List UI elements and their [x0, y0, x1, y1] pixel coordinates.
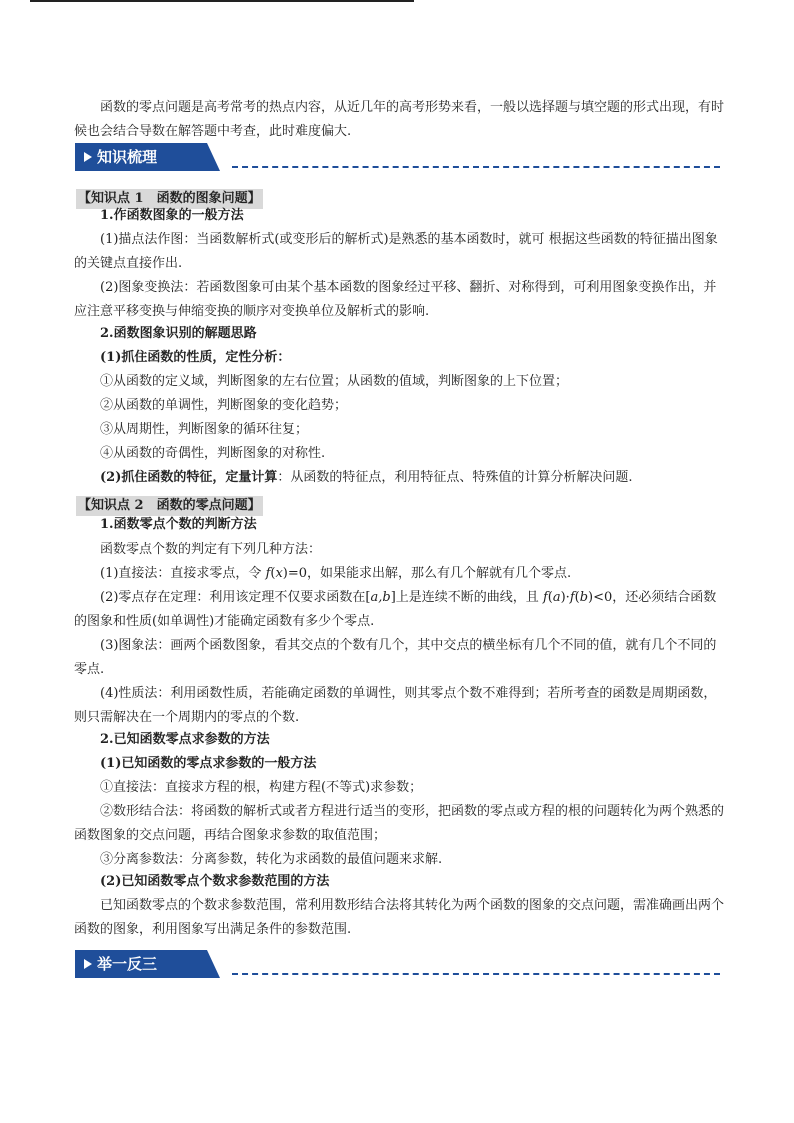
list-item: ③从周期性，判断图象的循环往复； [100, 422, 309, 437]
subheading: 1.函数零点个数的判断方法 [100, 517, 257, 532]
list-item: ④从函数的奇偶性，判断图象的对称性. [100, 446, 326, 461]
method-item: (3)图象法：画两个函数图象，看其交点的个数有几个，其中交点的横坐标有几个不同的值，就有几个不同的零点. [74, 638, 717, 677]
subheading: 2.函数图象识别的解题思路 [100, 326, 257, 341]
dashed-divider [232, 973, 720, 975]
header-rule [30, 0, 414, 2]
play-icon [84, 152, 92, 162]
section-banner-examples [75, 950, 220, 978]
section-title: 知识梳理 [97, 148, 158, 166]
intro-paragraph: 函数的零点问题是高考常考的热点内容，从近几年的高考形势来看，一般以选择题与填空题的形式出现，有时候也会结合导数在解答题中考查，此时难度偏大. [74, 100, 725, 139]
list-item: ②数形结合法：将函数的解析式或者方程进行适当的变形，把函数的零点或方程的根的问题转化为两个熟悉的函数图象的交点问题，再结合图象求参数的取值范围； [74, 804, 725, 843]
method-item: (4)性质法：利用函数性质，若能确定函数的单调性，则其零点个数不难得到；若所考查的函数是周期函数，则只需解决在一个周期内的零点的个数. [74, 686, 717, 725]
paragraph: (1)描点法作图：当函数解析式(或变形后的解析式)是熟悉的基本函数时，就可 根据这些函数的特征描出图象的关键点直接作出. [74, 232, 718, 271]
subheading: (1)抓住函数的性质，定性分析： [100, 350, 291, 365]
dashed-divider [232, 166, 720, 168]
play-icon [84, 959, 92, 969]
list-item: (2)抓住函数的特征，定量计算：从函数的特征点，利用特征点、特殊值的计算分析解决问题. [100, 470, 633, 485]
knowledge-point-label: 【知识点 1 函数的图象问题】 [76, 189, 263, 209]
subheading: (1)已知函数的零点求参数的一般方法 [100, 756, 317, 771]
method-item: (1)直接法：直接求零点，令 f(x)=0，如果能求出解，那么有几个解就有几个零点. [100, 566, 572, 581]
subheading: 1.作函数图象的一般方法 [100, 208, 244, 223]
paragraph: (2)图象变换法：若函数图象可由某个基本函数的图象经过平移、翻折、对称得到，可利用图象变换作出，并应注意平移变换与伸缩变换的顺序对变换单位及解析式的影响. [74, 280, 717, 319]
section-banner-knowledge [75, 143, 220, 171]
paragraph: 已知函数零点的个数求参数范围，常利用数形结合法将其转化为两个函数的图象的交点问题，需准确画出两个函数的图象，利用图象写出满足条件的参数范围. [74, 898, 725, 937]
subheading: (2)已知函数零点个数求参数范围的方法 [100, 874, 330, 889]
method-item: (2)零点存在定理：利用该定理不仅要求函数在[a,b]上是连续不断的曲线，且 f(a)·f(b)<0，还必须结合函数的图象和性质(如单调性)才能确定函数有多少个零点. [74, 590, 717, 629]
subheading: 2.已知函数零点求参数的方法 [100, 732, 270, 747]
knowledge-point-label: 【知识点 2 函数的零点问题】 [76, 496, 263, 516]
list-item: ②从函数的单调性，判断图象的变化趋势； [100, 398, 348, 413]
section-title: 举一反三 [97, 955, 158, 973]
list-item: ③分离参数法：分离参数，转化为求函数的最值问题来求解. [100, 852, 443, 867]
list-item: ①从函数的定义域，判断图象的左右位置；从函数的值域，判断图象的上下位置； [100, 374, 569, 389]
paragraph: 函数零点个数的判定有下列几种方法： [100, 542, 322, 557]
list-item: ①直接法：直接求方程的根，构建方程(不等式)求参数； [100, 780, 423, 795]
